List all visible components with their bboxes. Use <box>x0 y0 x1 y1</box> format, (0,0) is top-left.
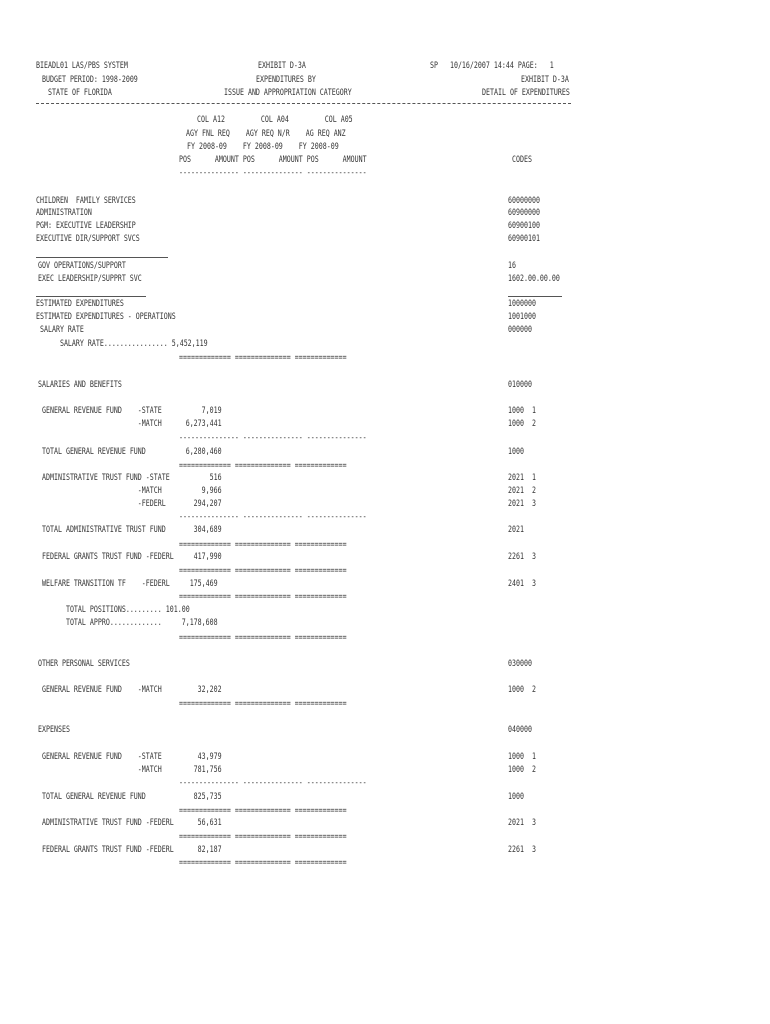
equals-rule: ============= ============== ============= <box>179 699 347 709</box>
expenses-code: 040000 <box>508 725 532 735</box>
salaries-gr-total: TOTAL GENERAL REVENUE FUND 6,280,460 <box>42 447 222 457</box>
header-date-page: SP 10/16/2007 14:44 PAGE: 1 <box>430 61 554 71</box>
equals-rule: ============= ============== ============= <box>179 566 347 576</box>
salaries-atf-code-3: 2021 3 <box>508 499 536 509</box>
est-salary-rate-value: SALARY RATE................ 5,452,119 <box>36 339 208 349</box>
dept-code-1: 60000000 <box>508 196 540 206</box>
dash-rule: --------------- --------------- --------------- <box>179 778 367 788</box>
column-pos-amount-row: POS AMOUNT POS AMOUNT POS AMOUNT <box>179 155 367 165</box>
salaries-atf-code-1: 2021 1 <box>508 473 536 483</box>
salaries-wtf: WELFARE TRANSITION TF -FEDERL 175,469 <box>42 579 218 589</box>
dash-rule: --------------- --------------- --------------- <box>179 433 367 443</box>
header-exhibit-right: EXHIBIT D-3A <box>521 75 569 85</box>
dept-program: PGM: EXECUTIVE LEADERSHIP <box>36 221 136 231</box>
salaries-wtf-code: 2401 3 <box>508 579 536 589</box>
column-codes-row: COL A12 COL A04 COL A05 <box>197 115 353 125</box>
header-state: STATE OF FLORIDA <box>48 88 112 98</box>
est-expenditures-ops: ESTIMATED EXPENDITURES - OPERATIONS <box>36 312 176 322</box>
salaries-gr-code-2: 1000 2 <box>508 419 536 429</box>
expenses-gr-total-code: 1000 <box>508 792 524 802</box>
ops-gr-match: GENERAL REVENUE FUND -MATCH 32,202 <box>42 685 222 695</box>
equals-rule: ============= ============== ============= <box>179 461 347 471</box>
expenses-gr-match: -MATCH 781,756 <box>42 765 222 775</box>
dash-rule: --------------- --------------- --------------- <box>179 512 367 522</box>
equals-rule: ============= ============== ============= <box>179 540 347 550</box>
salaries-atf-match: -MATCH 9,966 <box>42 486 222 496</box>
expenses-gr-code-2: 1000 2 <box>508 765 536 775</box>
est-underline-right <box>508 296 562 297</box>
expenses-title: EXPENSES <box>38 725 70 735</box>
salaries-fgtf: FEDERAL GRANTS TRUST FUND -FEDERL 417,990 <box>42 552 222 562</box>
salaries-title: SALARIES AND BENEFITS <box>38 380 122 390</box>
equals-rule: ============= ============== ============= <box>179 832 347 842</box>
est-underline-left <box>36 296 146 297</box>
est-salary-rate-label: SALARY RATE <box>36 325 84 335</box>
est-expenditures: ESTIMATED EXPENDITURES <box>36 299 124 309</box>
salaries-atf-total: TOTAL ADMINISTRATIVE TRUST FUND 304,689 <box>42 525 222 535</box>
gov-underline <box>36 257 168 258</box>
gov-code-2: 1602.00.00.00 <box>508 274 560 284</box>
salaries-total-positions: TOTAL POSITIONS......... 101.00 <box>42 605 190 615</box>
equals-rule: ============= ============== ============= <box>179 633 347 643</box>
equals-rule: ============= ============== ============= <box>179 353 347 363</box>
salaries-atf-federal: -FEDERL 294,207 <box>42 499 222 509</box>
dept-code-3: 60900100 <box>508 221 540 231</box>
equals-rule: ============= ============== ============= <box>179 592 347 602</box>
expenses-gr-total: TOTAL GENERAL REVENUE FUND 825,735 <box>42 792 222 802</box>
header-exhibit: EXHIBIT D-3A <box>258 61 306 71</box>
salaries-code: 010000 <box>508 380 532 390</box>
equals-rule: ============= ============== ============= <box>179 806 347 816</box>
expenses-gr-code-1: 1000 1 <box>508 752 536 762</box>
salaries-fgtf-code: 2261 3 <box>508 552 536 562</box>
expenses-gr-state: GENERAL REVENUE FUND -STATE 43,979 <box>42 752 222 762</box>
salaries-atf-code-2: 2021 2 <box>508 486 536 496</box>
dept-code-2: 60900000 <box>508 208 540 218</box>
expenses-fgtf-code: 2261 3 <box>508 845 536 855</box>
header-expenditures-by: EXPENDITURES BY <box>256 75 316 85</box>
ops-code: 030000 <box>508 659 532 669</box>
header-budget-period: BUDGET PERIOD: 1998-2009 <box>42 75 138 85</box>
column-type-row: AGY FNL REQ AGY REQ N/R AG REQ ANZ <box>186 129 346 139</box>
ops-gr-code: 1000 2 <box>508 685 536 695</box>
gov-code-1: 16 <box>508 261 516 271</box>
header-divider <box>36 103 571 104</box>
equals-rule: ============= ============== ============= <box>179 858 347 868</box>
salaries-gr-state: GENERAL REVENUE FUND -STATE 7,019 <box>42 406 222 416</box>
dept-name: CHILDREN FAMILY SERVICES <box>36 196 136 206</box>
dept-code-4: 60900101 <box>508 234 540 244</box>
est-code-2: 1001000 <box>508 312 536 322</box>
header-system-name: BIEADL01 LAS/PBS SYSTEM <box>36 61 128 71</box>
gov-operations: GOV OPERATIONS/SUPPORT <box>38 261 126 271</box>
expenses-atf-code: 2021 3 <box>508 818 536 828</box>
expenses-atf-federal: ADMINISTRATIVE TRUST FUND -FEDERL 56,631 <box>42 818 222 828</box>
est-code-1: 1000000 <box>508 299 536 309</box>
column-year-row: FY 2008-09 FY 2008-09 FY 2008-09 <box>187 142 339 152</box>
salaries-gr-total-code: 1000 <box>508 447 524 457</box>
est-code-3: 000000 <box>508 325 532 335</box>
column-codes-label: CODES <box>512 155 532 165</box>
salaries-atf-state: ADMINISTRATIVE TRUST FUND -STATE 516 <box>42 473 222 483</box>
gov-exec-leadership: EXEC LEADERSHIP/SUPPRT SVC <box>38 274 142 284</box>
salaries-atf-total-code: 2021 <box>508 525 524 535</box>
salaries-gr-match: -MATCH 6,273,441 <box>42 419 222 429</box>
ops-title: OTHER PERSONAL SERVICES <box>38 659 130 669</box>
dept-admin: ADMINISTRATION <box>36 208 92 218</box>
header-detail: DETAIL OF EXPENDITURES <box>482 88 570 98</box>
expenses-fgtf: FEDERAL GRANTS TRUST FUND -FEDERL 82,187 <box>42 845 222 855</box>
column-dash-underline: --------------- --------------- --------------- <box>179 168 367 178</box>
header-issue-category: ISSUE AND APPROPRIATION CATEGORY <box>224 88 352 98</box>
salaries-gr-code-1: 1000 1 <box>508 406 536 416</box>
salaries-total-appro: TOTAL APPRO............. 7,178,608 <box>42 618 218 628</box>
dept-exec-dir: EXECUTIVE DIR/SUPPORT SVCS <box>36 234 140 244</box>
